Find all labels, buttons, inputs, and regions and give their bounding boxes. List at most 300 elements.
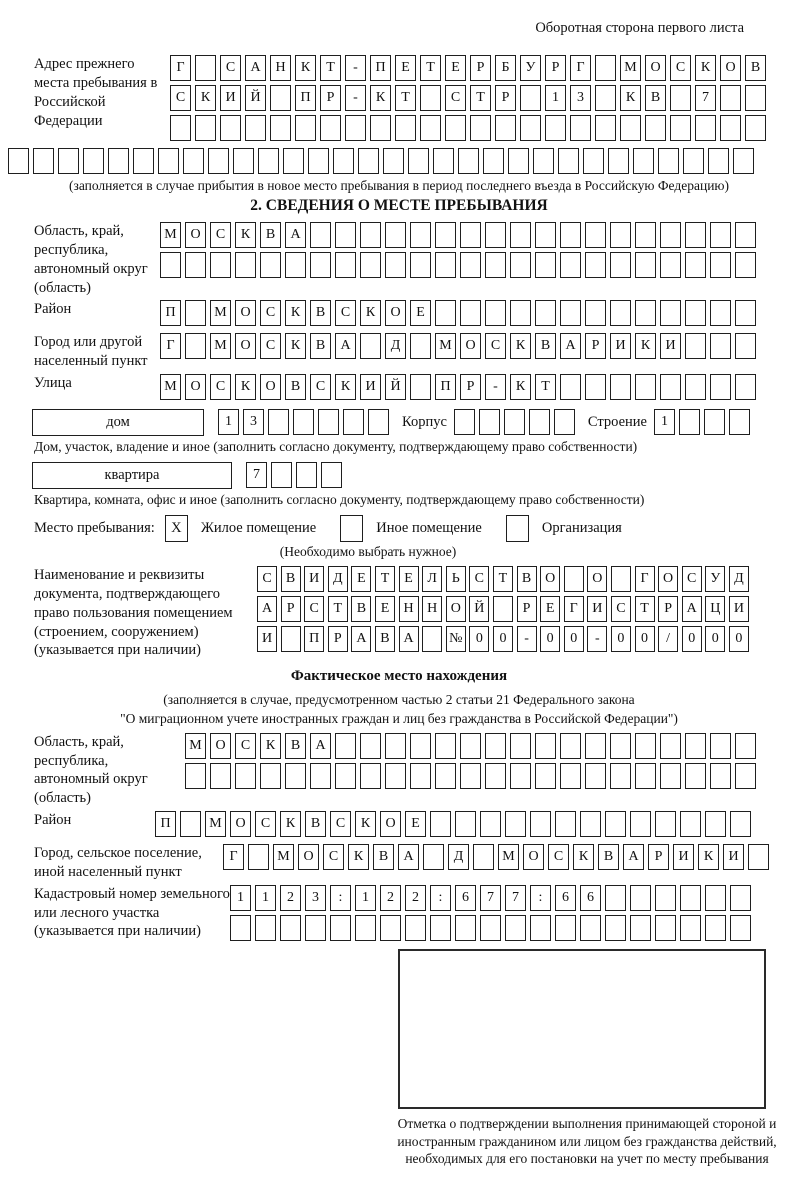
char-box[interactable]: Р [517,596,537,622]
char-box[interactable] [611,566,631,592]
char-box[interactable]: С [310,374,331,400]
char-box[interactable] [530,915,551,941]
char-box[interactable]: 2 [280,885,301,911]
char-box[interactable] [343,409,364,435]
char-box[interactable]: И [729,596,749,622]
char-box[interactable] [435,733,456,759]
char-box[interactable] [460,252,481,278]
char-box[interactable] [605,885,626,911]
char-box[interactable] [730,811,751,837]
char-box[interactable] [545,115,566,141]
char-box[interactable]: С [260,300,281,326]
char-box[interactable] [535,763,556,789]
char-box[interactable] [320,115,341,141]
char-box[interactable] [610,300,631,326]
char-box[interactable] [235,252,256,278]
char-box[interactable] [480,915,501,941]
char-box[interactable]: О [235,300,256,326]
char-box[interactable]: К [355,811,376,837]
char-box[interactable]: П [155,811,176,837]
char-box[interactable] [730,885,751,911]
char-box[interactable] [535,733,556,759]
char-box[interactable]: Т [420,55,441,81]
char-box[interactable] [270,115,291,141]
char-box[interactable]: А [285,222,306,248]
char-box[interactable]: Д [328,566,348,592]
char-box[interactable] [435,763,456,789]
char-box[interactable] [560,252,581,278]
char-box[interactable] [458,148,479,174]
char-box[interactable] [470,115,491,141]
char-box[interactable]: П [370,55,391,81]
char-box[interactable] [585,252,606,278]
char-box[interactable]: С [235,733,256,759]
char-box[interactable]: Е [399,566,419,592]
char-box[interactable]: 0 [682,626,702,652]
char-box[interactable]: Л [422,566,442,592]
char-box[interactable]: В [285,733,306,759]
char-box[interactable] [485,300,506,326]
char-box[interactable]: И [360,374,381,400]
char-box[interactable] [270,85,291,111]
char-box[interactable] [305,915,326,941]
char-box[interactable] [335,763,356,789]
char-box[interactable] [655,811,676,837]
char-box[interactable] [183,148,204,174]
char-box[interactable]: К [235,222,256,248]
char-box[interactable]: - [587,626,607,652]
char-box[interactable]: : [430,885,451,911]
char-box[interactable] [335,222,356,248]
char-box[interactable] [610,374,631,400]
char-box[interactable]: О [587,566,607,592]
char-box[interactable]: 1 [255,885,276,911]
char-box[interactable]: 0 [493,626,513,652]
char-box[interactable]: И [660,333,681,359]
char-box[interactable] [685,733,706,759]
char-box[interactable]: К [510,374,531,400]
char-box[interactable] [435,252,456,278]
char-box[interactable] [685,252,706,278]
char-box[interactable]: А [399,626,419,652]
char-box[interactable] [360,733,381,759]
char-box[interactable] [510,222,531,248]
char-box[interactable] [170,115,191,141]
char-box[interactable]: М [160,374,181,400]
char-box[interactable] [505,915,526,941]
char-box[interactable] [235,763,256,789]
char-box[interactable]: Р [545,55,566,81]
char-box[interactable]: С [260,333,281,359]
char-box[interactable] [630,811,651,837]
char-box[interactable]: И [723,844,744,870]
char-box[interactable] [655,885,676,911]
char-box[interactable] [281,626,301,652]
char-box[interactable]: К [285,333,306,359]
char-box[interactable] [560,733,581,759]
char-box[interactable] [255,915,276,941]
char-box[interactable]: О [298,844,319,870]
char-box[interactable] [680,915,701,941]
char-box[interactable] [330,915,351,941]
char-box[interactable]: К [620,85,641,111]
char-box[interactable]: О [235,333,256,359]
char-box[interactable] [423,844,444,870]
char-box[interactable] [520,115,541,141]
char-box[interactable]: И [673,844,694,870]
char-box[interactable] [558,148,579,174]
char-box[interactable] [185,333,206,359]
char-box[interactable]: А [245,55,266,81]
char-box[interactable]: Г [635,566,655,592]
char-box[interactable] [695,115,716,141]
char-box[interactable]: Т [328,596,348,622]
char-box[interactable] [108,148,129,174]
char-box[interactable]: С [670,55,691,81]
char-box[interactable] [83,148,104,174]
char-box[interactable]: Ц [705,596,725,622]
char-box[interactable] [679,409,700,435]
char-box[interactable] [570,115,591,141]
char-box[interactable]: 1 [355,885,376,911]
char-box[interactable] [185,300,206,326]
char-box[interactable] [635,733,656,759]
char-box[interactable] [260,763,281,789]
char-box[interactable] [385,252,406,278]
char-box[interactable]: Г [170,55,191,81]
char-box[interactable]: Е [375,596,395,622]
char-box[interactable] [520,85,541,111]
char-box[interactable]: А [351,626,371,652]
char-box[interactable]: 0 [635,626,655,652]
char-box[interactable]: К [195,85,216,111]
char-box[interactable]: П [160,300,181,326]
char-box[interactable] [560,222,581,248]
char-box[interactable] [8,148,29,174]
char-box[interactable] [720,85,741,111]
char-box[interactable] [710,252,731,278]
char-box[interactable] [610,222,631,248]
char-box[interactable]: С [323,844,344,870]
char-box[interactable] [360,252,381,278]
char-box[interactable]: М [435,333,456,359]
char-box[interactable]: 0 [469,626,489,652]
char-box[interactable] [408,148,429,174]
char-box[interactable]: К [348,844,369,870]
char-box[interactable]: 7 [505,885,526,911]
char-box[interactable]: Р [320,85,341,111]
char-box[interactable]: И [257,626,277,652]
char-box[interactable] [595,115,616,141]
char-box[interactable] [555,811,576,837]
char-box[interactable]: - [517,626,537,652]
char-box[interactable]: Г [160,333,181,359]
char-box[interactable]: О [380,811,401,837]
char-box[interactable]: № [446,626,466,652]
char-box[interactable] [133,148,154,174]
char-box[interactable] [554,409,575,435]
char-box[interactable] [605,811,626,837]
char-box[interactable]: Р [281,596,301,622]
char-box[interactable] [485,733,506,759]
char-box[interactable] [630,915,651,941]
char-box[interactable] [705,811,726,837]
char-box[interactable] [560,374,581,400]
char-box[interactable]: О [645,55,666,81]
char-box[interactable] [335,252,356,278]
char-box[interactable]: К [635,333,656,359]
char-box[interactable]: С [611,596,631,622]
char-box[interactable] [535,222,556,248]
char-box[interactable] [735,763,756,789]
char-box[interactable] [410,333,431,359]
char-box[interactable] [585,374,606,400]
char-box[interactable] [595,55,616,81]
char-box[interactable]: В [281,566,301,592]
char-box[interactable] [564,566,584,592]
char-box[interactable]: Г [223,844,244,870]
char-box[interactable] [260,252,281,278]
char-box[interactable]: М [185,733,206,759]
char-box[interactable]: И [304,566,324,592]
char-box[interactable]: С [330,811,351,837]
char-box[interactable] [610,763,631,789]
char-box[interactable]: М [210,333,231,359]
char-box[interactable] [185,763,206,789]
char-box[interactable] [748,844,769,870]
char-box[interactable]: М [620,55,641,81]
char-box[interactable] [660,733,681,759]
char-box[interactable] [308,148,329,174]
char-box[interactable]: С [485,333,506,359]
char-box[interactable] [683,148,704,174]
char-box[interactable] [333,148,354,174]
char-box[interactable]: В [351,596,371,622]
char-box[interactable] [310,222,331,248]
char-box[interactable] [635,222,656,248]
char-box[interactable]: О [260,374,281,400]
char-box[interactable]: Р [328,626,348,652]
char-box[interactable] [660,300,681,326]
char-box[interactable]: С [682,566,702,592]
char-box[interactable] [283,148,304,174]
char-box[interactable]: В [285,374,306,400]
char-box[interactable] [658,148,679,174]
char-box[interactable]: В [373,844,394,870]
char-box[interactable]: Й [385,374,406,400]
char-box[interactable]: : [330,885,351,911]
char-box[interactable] [248,844,269,870]
char-box[interactable] [660,763,681,789]
char-box[interactable]: Р [495,85,516,111]
char-box[interactable] [745,115,766,141]
char-box[interactable]: Н [270,55,291,81]
char-box[interactable]: С [220,55,241,81]
char-box[interactable]: А [398,844,419,870]
char-box[interactable] [360,333,381,359]
char-box[interactable] [433,148,454,174]
char-box[interactable] [705,915,726,941]
char-box[interactable]: - [485,374,506,400]
char-box[interactable] [435,222,456,248]
char-box[interactable] [635,374,656,400]
char-box[interactable] [583,148,604,174]
char-box[interactable] [485,252,506,278]
char-box[interactable]: О [446,596,466,622]
char-box[interactable] [710,763,731,789]
char-box[interactable]: Е [540,596,560,622]
char-box[interactable] [435,300,456,326]
char-box[interactable] [555,915,576,941]
char-box[interactable] [410,252,431,278]
char-box[interactable]: Р [460,374,481,400]
char-box[interactable]: О [658,566,678,592]
char-box[interactable] [310,252,331,278]
char-box[interactable]: С [304,596,324,622]
char-box[interactable] [310,763,331,789]
char-box[interactable] [370,115,391,141]
char-box[interactable]: С [210,222,231,248]
char-box[interactable]: Т [470,85,491,111]
char-box[interactable] [710,300,731,326]
zhiloe-pomeshchenie-checkbox[interactable]: X [165,515,188,542]
char-box[interactable]: Н [399,596,419,622]
char-box[interactable] [485,763,506,789]
char-box[interactable] [380,915,401,941]
char-box[interactable]: О [210,733,231,759]
char-box[interactable] [680,811,701,837]
char-box[interactable]: 6 [455,885,476,911]
char-box[interactable] [660,374,681,400]
char-box[interactable] [655,915,676,941]
char-box[interactable] [735,374,756,400]
char-box[interactable]: К [370,85,391,111]
char-box[interactable] [454,409,475,435]
organizatsiya-checkbox[interactable] [506,515,529,542]
char-box[interactable]: С [469,566,489,592]
char-box[interactable]: 0 [611,626,631,652]
char-box[interactable] [455,915,476,941]
char-box[interactable] [630,885,651,911]
char-box[interactable] [410,222,431,248]
char-box[interactable]: С [445,85,466,111]
char-box[interactable]: Г [564,596,584,622]
char-box[interactable] [385,763,406,789]
char-box[interactable] [585,763,606,789]
char-box[interactable] [585,733,606,759]
char-box[interactable] [460,733,481,759]
char-box[interactable]: В [260,222,281,248]
char-box[interactable] [504,409,525,435]
char-box[interactable] [268,409,289,435]
char-box[interactable] [295,115,316,141]
char-box[interactable] [680,885,701,911]
char-box[interactable]: 1 [218,409,239,435]
char-box[interactable] [535,300,556,326]
char-box[interactable] [318,409,339,435]
char-box[interactable] [610,733,631,759]
char-box[interactable]: В [535,333,556,359]
char-box[interactable] [195,55,216,81]
char-box[interactable]: К [695,55,716,81]
char-box[interactable] [208,148,229,174]
char-box[interactable] [620,115,641,141]
char-box[interactable]: 1 [545,85,566,111]
char-box[interactable]: О [230,811,251,837]
char-box[interactable]: С [548,844,569,870]
char-box[interactable]: С [170,85,191,111]
char-box[interactable]: А [257,596,277,622]
char-box[interactable] [293,409,314,435]
char-box[interactable] [735,252,756,278]
char-box[interactable]: : [530,885,551,911]
char-box[interactable]: В [375,626,395,652]
char-box[interactable] [670,85,691,111]
char-box[interactable]: А [335,333,356,359]
char-box[interactable] [280,915,301,941]
char-box[interactable] [180,811,201,837]
char-box[interactable]: С [257,566,277,592]
char-box[interactable]: Е [405,811,426,837]
char-box[interactable]: К [510,333,531,359]
char-box[interactable]: Е [351,566,371,592]
char-box[interactable]: Р [470,55,491,81]
char-box[interactable]: К [280,811,301,837]
char-box[interactable] [233,148,254,174]
char-box[interactable] [685,333,706,359]
char-box[interactable] [735,300,756,326]
char-box[interactable] [735,333,756,359]
char-box[interactable] [710,733,731,759]
char-box[interactable] [445,115,466,141]
char-box[interactable] [358,148,379,174]
char-box[interactable] [195,115,216,141]
char-box[interactable]: Е [395,55,416,81]
inoe-pomeshchenie-checkbox[interactable] [340,515,363,542]
char-box[interactable]: П [304,626,324,652]
char-box[interactable] [685,222,706,248]
char-box[interactable]: Е [410,300,431,326]
char-box[interactable] [485,222,506,248]
char-box[interactable] [510,300,531,326]
char-box[interactable]: П [295,85,316,111]
char-box[interactable] [704,409,725,435]
char-box[interactable]: В [645,85,666,111]
char-box[interactable] [420,85,441,111]
char-box[interactable]: Т [493,566,513,592]
char-box[interactable] [560,300,581,326]
char-box[interactable] [730,915,751,941]
char-box[interactable]: 3 [243,409,264,435]
char-box[interactable]: О [385,300,406,326]
char-box[interactable] [705,885,726,911]
char-box[interactable] [605,915,626,941]
char-box[interactable] [345,115,366,141]
char-box[interactable]: 6 [580,885,601,911]
char-box[interactable]: М [205,811,226,837]
char-box[interactable] [560,763,581,789]
char-box[interactable] [285,763,306,789]
char-box[interactable]: С [210,374,231,400]
char-box[interactable] [296,462,317,488]
char-box[interactable] [685,374,706,400]
char-box[interactable] [185,252,206,278]
char-box[interactable]: С [255,811,276,837]
char-box[interactable]: В [517,566,537,592]
char-box[interactable]: 0 [705,626,725,652]
char-box[interactable] [271,462,292,488]
char-box[interactable] [430,811,451,837]
